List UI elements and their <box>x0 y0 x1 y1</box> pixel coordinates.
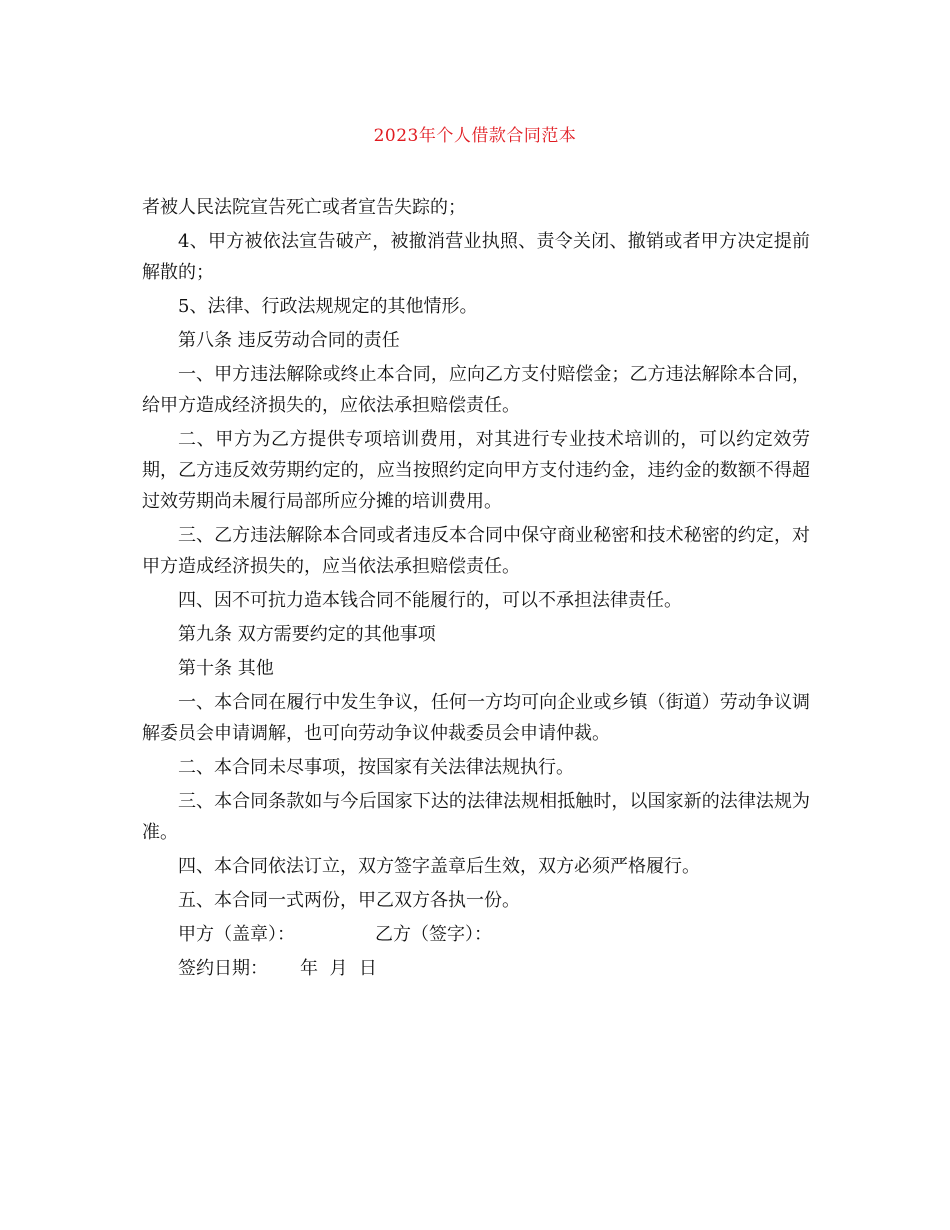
signing-date-fields: 年 月 日 <box>300 958 377 979</box>
paragraph: 三、乙方违法解除本合同或者违反本合同中保守商业秘密和技术秘密的约定，对甲方造成经济损失的，应当依法承担赔偿责任。 <box>142 525 810 577</box>
paragraph: 一、本合同在履行中发生争议，任何一方均可向企业或乡镇（街道）劳动争议调解委员会申请调解，也可向劳动争议仲裁委员会申请仲裁。 <box>142 692 810 744</box>
document-body <box>142 192 810 987</box>
paragraph: 者被人民法院宣告死亡或者宣告失踪的； <box>142 197 466 218</box>
party-a-signature-label: 甲方（盖章）： <box>178 924 295 945</box>
party-b-signature-label: 乙方（签字）： <box>375 924 492 945</box>
paragraph: 四、因不可抗力造本钱合同不能履行的，可以不承担法律责任。 <box>178 590 682 611</box>
section-heading: 第十条 其他 <box>178 658 274 679</box>
paragraph: 二、本合同未尽事项，按国家有关法律法规执行。 <box>178 757 574 778</box>
paragraph: 4、甲方被依法宣告破产，被撤消营业执照、责令关闭、撤销或者甲方决定提前解散的； <box>142 231 810 283</box>
section-heading: 第九条 双方需要约定的其他事项 <box>178 624 436 645</box>
paragraph: 三、本合同条款如与今后国家下达的法律法规相抵触时，以国家新的法律法规为准。 <box>142 791 810 843</box>
signature-row <box>142 919 810 950</box>
signing-date-row <box>142 953 810 984</box>
paragraph: 四、本合同依法订立，双方签字盖章后生效，双方必须严格履行。 <box>178 856 700 877</box>
section-heading: 第八条 违反劳动合同的责任 <box>178 330 400 351</box>
paragraph: 二、甲方为乙方提供专项培训费用，对其进行专业技术培训的，可以约定效劳期，乙方违反效劳期约定的，应当按照约定向甲方支付违约金，违约金的数额不得超过效劳期尚未履行局部所应分摊的培训费用。 <box>142 429 810 512</box>
signing-date-label: 签约日期： <box>178 958 268 979</box>
paragraph: 一、甲方违法解除或终止本合同，应向乙方支付赔偿金；乙方违法解除本合同，给甲方造成经济损失的，应依法承担赔偿责任。 <box>142 364 810 416</box>
document-title: 2023年个人借款合同范本 <box>373 126 577 146</box>
paragraph: 5、法律、行政法规规定的其他情形。 <box>178 296 478 317</box>
paragraph: 五、本合同一式两份，甲乙双方各执一份。 <box>178 890 520 911</box>
